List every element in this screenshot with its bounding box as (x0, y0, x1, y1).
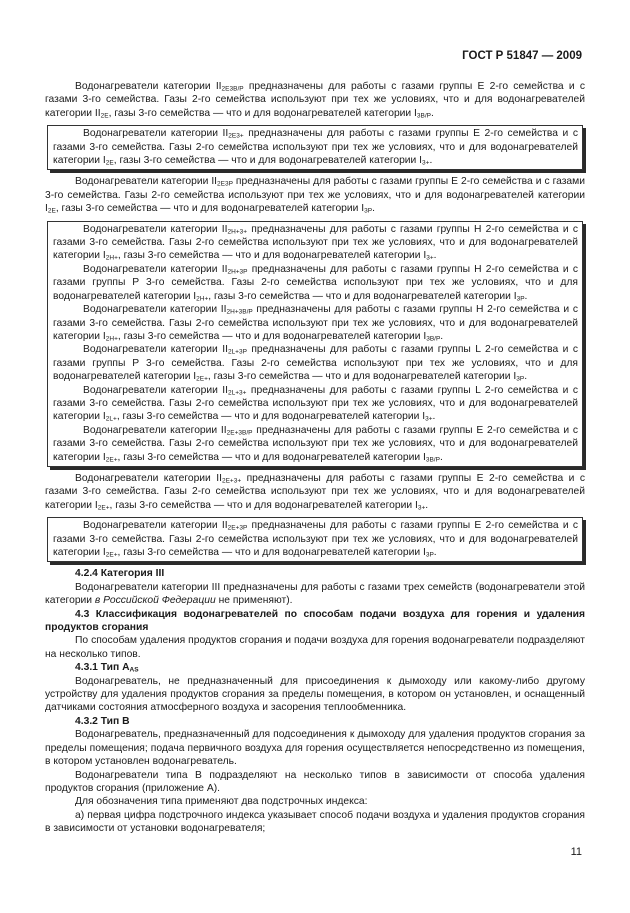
paragraph-2e3p-plus: Водонагреватели категории $II_{2E+3P}$ предназначены для работы с газами группы Е 2-го семейства и с газами 3-го семейства. Газы 2-го семейства используют при тех же условиях, что и для водонагревателей категории $I_{2E+}$, газы 3-го семейства — что и для водонагревателей категории $I_{3P}$. (53, 520, 578, 559)
section-text-4-3-2-d: а) первая цифра подстрочного индекса указывает способ подачи воздуха и удаления продуктов сгорания в зависимости от установки водонагревателя; (45, 809, 585, 835)
paragraph-2e3bp-plus: Водонагреватели категории $II_{2E+3B/P}$ предназначены для работы с газами группы Е 2-го семейства и с газами 3-го семейства. Газы 2-го семейства используют при тех же условиях, что и для водонагревателей категории $I_{2E+}$, газы 3-го семейства — что и для водонагревателей категории $I_{3B/P}$. (53, 424, 578, 464)
section-text-4-3-2-a: Водонагреватель, предназначенный для подсоединения к дымоходу для удаления продуктов сгорания за пределы помещения; подача первичного воздуха для горения осуществляется непосредственно из помещения, в котором установлен водонагреватель. (45, 729, 585, 768)
paragraph-2h3p: Водонагреватели категории $II_{2H+3P}$ предназначены для работы с газами группы Н 2-го семейства и с газами группы Р 3-го семейства. Газы 2-го семейства используют при тех же условиях, что и для водонагревателей категории $I_{2H+}$, газы 3-го семейства — что и для водонагревателей категории $I_{3P}$. (53, 263, 578, 303)
section-heading-4-3-1: 4.3.1 Тип $A_{AS}$ (75, 662, 139, 674)
section-text-4-3-2-c: Для обозначения типа применяют два подстрочных индекса: (75, 796, 368, 808)
paragraph-2e3plus: Водонагреватели категории $II_{2E3+}$ предназначены для работы с газами группы Е 2-го семейства и с газами 3-го семейства. Газы 2-го семейства используют при тех же условиях, что и для водонагревателей категории $I_{2E}$, газы 3-го семейства — что и для водонагревателей категории $I_{3+}$. (53, 128, 578, 167)
paragraph-2l3p: Водонагреватели категории $II_{2L+3P}$ предназначены для работы с газами группы L 2-го семейства и с газами группы Р 3-го семейства. Газы 2-го семейства используют при тех же условиях, что и для водонагревателей категории $I_{2E+}$, газы 3-го семейства — что и для водонагревателей категории $I_{3P}$. (53, 344, 578, 383)
paragraph-2h3plus: Водонагреватели категории $II_{2H+3+}$ предназначены для работы с газами группы Н 2-го семейства и с газами 3-го семейства. Газы 2-го семейства используют при тех же условиях, что и для водонагревателей категории $I_{2H+}$, газы 3-го семейства — что и для водонагревателей категории $I_{3+}$. (53, 223, 578, 262)
section-heading-4-3: 4.3 Классификация водонагревателей по способам подачи воздуха для горения и удаления продуктов сгорания (45, 608, 585, 634)
section-text-4-2-4: Водонагреватели категории III предназначены для работы с газами трех семейств (водонагреватели этой категории в Российской Федерации не применяют). (45, 581, 585, 607)
paragraph-2h3bp: Водонагреватели категории $II_{2H+3B/P}$ предназначены для работы с газами группы Н 2-го семейства и с газами 3-го семейства. Газы 2-го семейства используют при тех же условиях, что и для водонагревателей категории $I_{2H+}$, газы 3-го семейства — что и для водонагревателей категории $I_{3B/P}$. (53, 304, 578, 343)
paragraph-2e3p: Водонагреватели категории $II_{2E3P}$ предназначены для работы с газами группы Е 2-го семейства и с газами 3-го семейства. Газы 2-го семейства используют при тех же условиях, что и для водонагревателей категории $I_{2E}$, газы 3-го семейства — что и для водонагревателей категории $I_{3P}$. (45, 176, 585, 215)
page-number: 11 (570, 846, 582, 858)
boxed-insert-2e3p-plus (47, 517, 583, 562)
section-text-4-3-2-b: Водонагреватели типа В подразделяют на несколько типов в зависимости от способа удаления продуктов сгорания (приложение А). (45, 769, 585, 794)
section-text-4-3: По способам удаления продуктов сгорания и подачи воздуха для горения водонагреватели подразделяют на несколько типов. (45, 635, 585, 660)
paragraph-2l3plus: Водонагреватели категории $II_{2L+3+}$ предназначены для работы с газами группы L 2-го семейства и с газами 3-го семейства. Газы 2-го семейства используют при тех же условиях, что и для водонагревателей категории $I_{2L+}$, газы 3-го семейства — что и для водонагревателей категории $I_{3+}$. (53, 384, 578, 423)
document-code: ГОСТ Р 51847 — 2009 (462, 50, 582, 62)
boxed-insert-categories (47, 221, 583, 467)
boxed-insert-2e3plus (47, 125, 583, 170)
page-body (45, 80, 585, 836)
section-text-4-3-1: Водонагреватель, не предназначенный для присоединения к дымоходу или какому-либо другому устройству для удаления продуктов сгорания за пределы помещения, в котором он установлен, и оснащенный датчиками состояния атмосферного воздуха и засорения теплообменника. (45, 675, 585, 714)
paragraph-2e3plus-plus: Водонагреватели категории $II_{2E+3+}$ предназначены для работы с газами группы Е 2-го семейства и с газами 3-го семейства. Газы 2-го семейства используют при тех же условиях, что и для водонагревателей категории $I_{2E+}$, газы 3-го семейства — что и для водонагревателей категории $I_{3+}$. (45, 472, 585, 512)
paragraph-2e3bp: Водонагреватели категории $II_{2E3B/P}$ предназначены для работы с газами группы Е 2-го семейства и с газами 3-го семейства. Газы 2-го семейства используют при тех же условиях, что и для водонагревателей категории $II_{2E}$, газы 3-го семейства — что и для водонагревателей категории $I_{3B/P}$. (45, 81, 585, 120)
section-heading-4-2-4: 4.2.4 Категория III (75, 568, 165, 580)
section-heading-4-3-2: 4.3.2 Тип В (75, 715, 130, 727)
